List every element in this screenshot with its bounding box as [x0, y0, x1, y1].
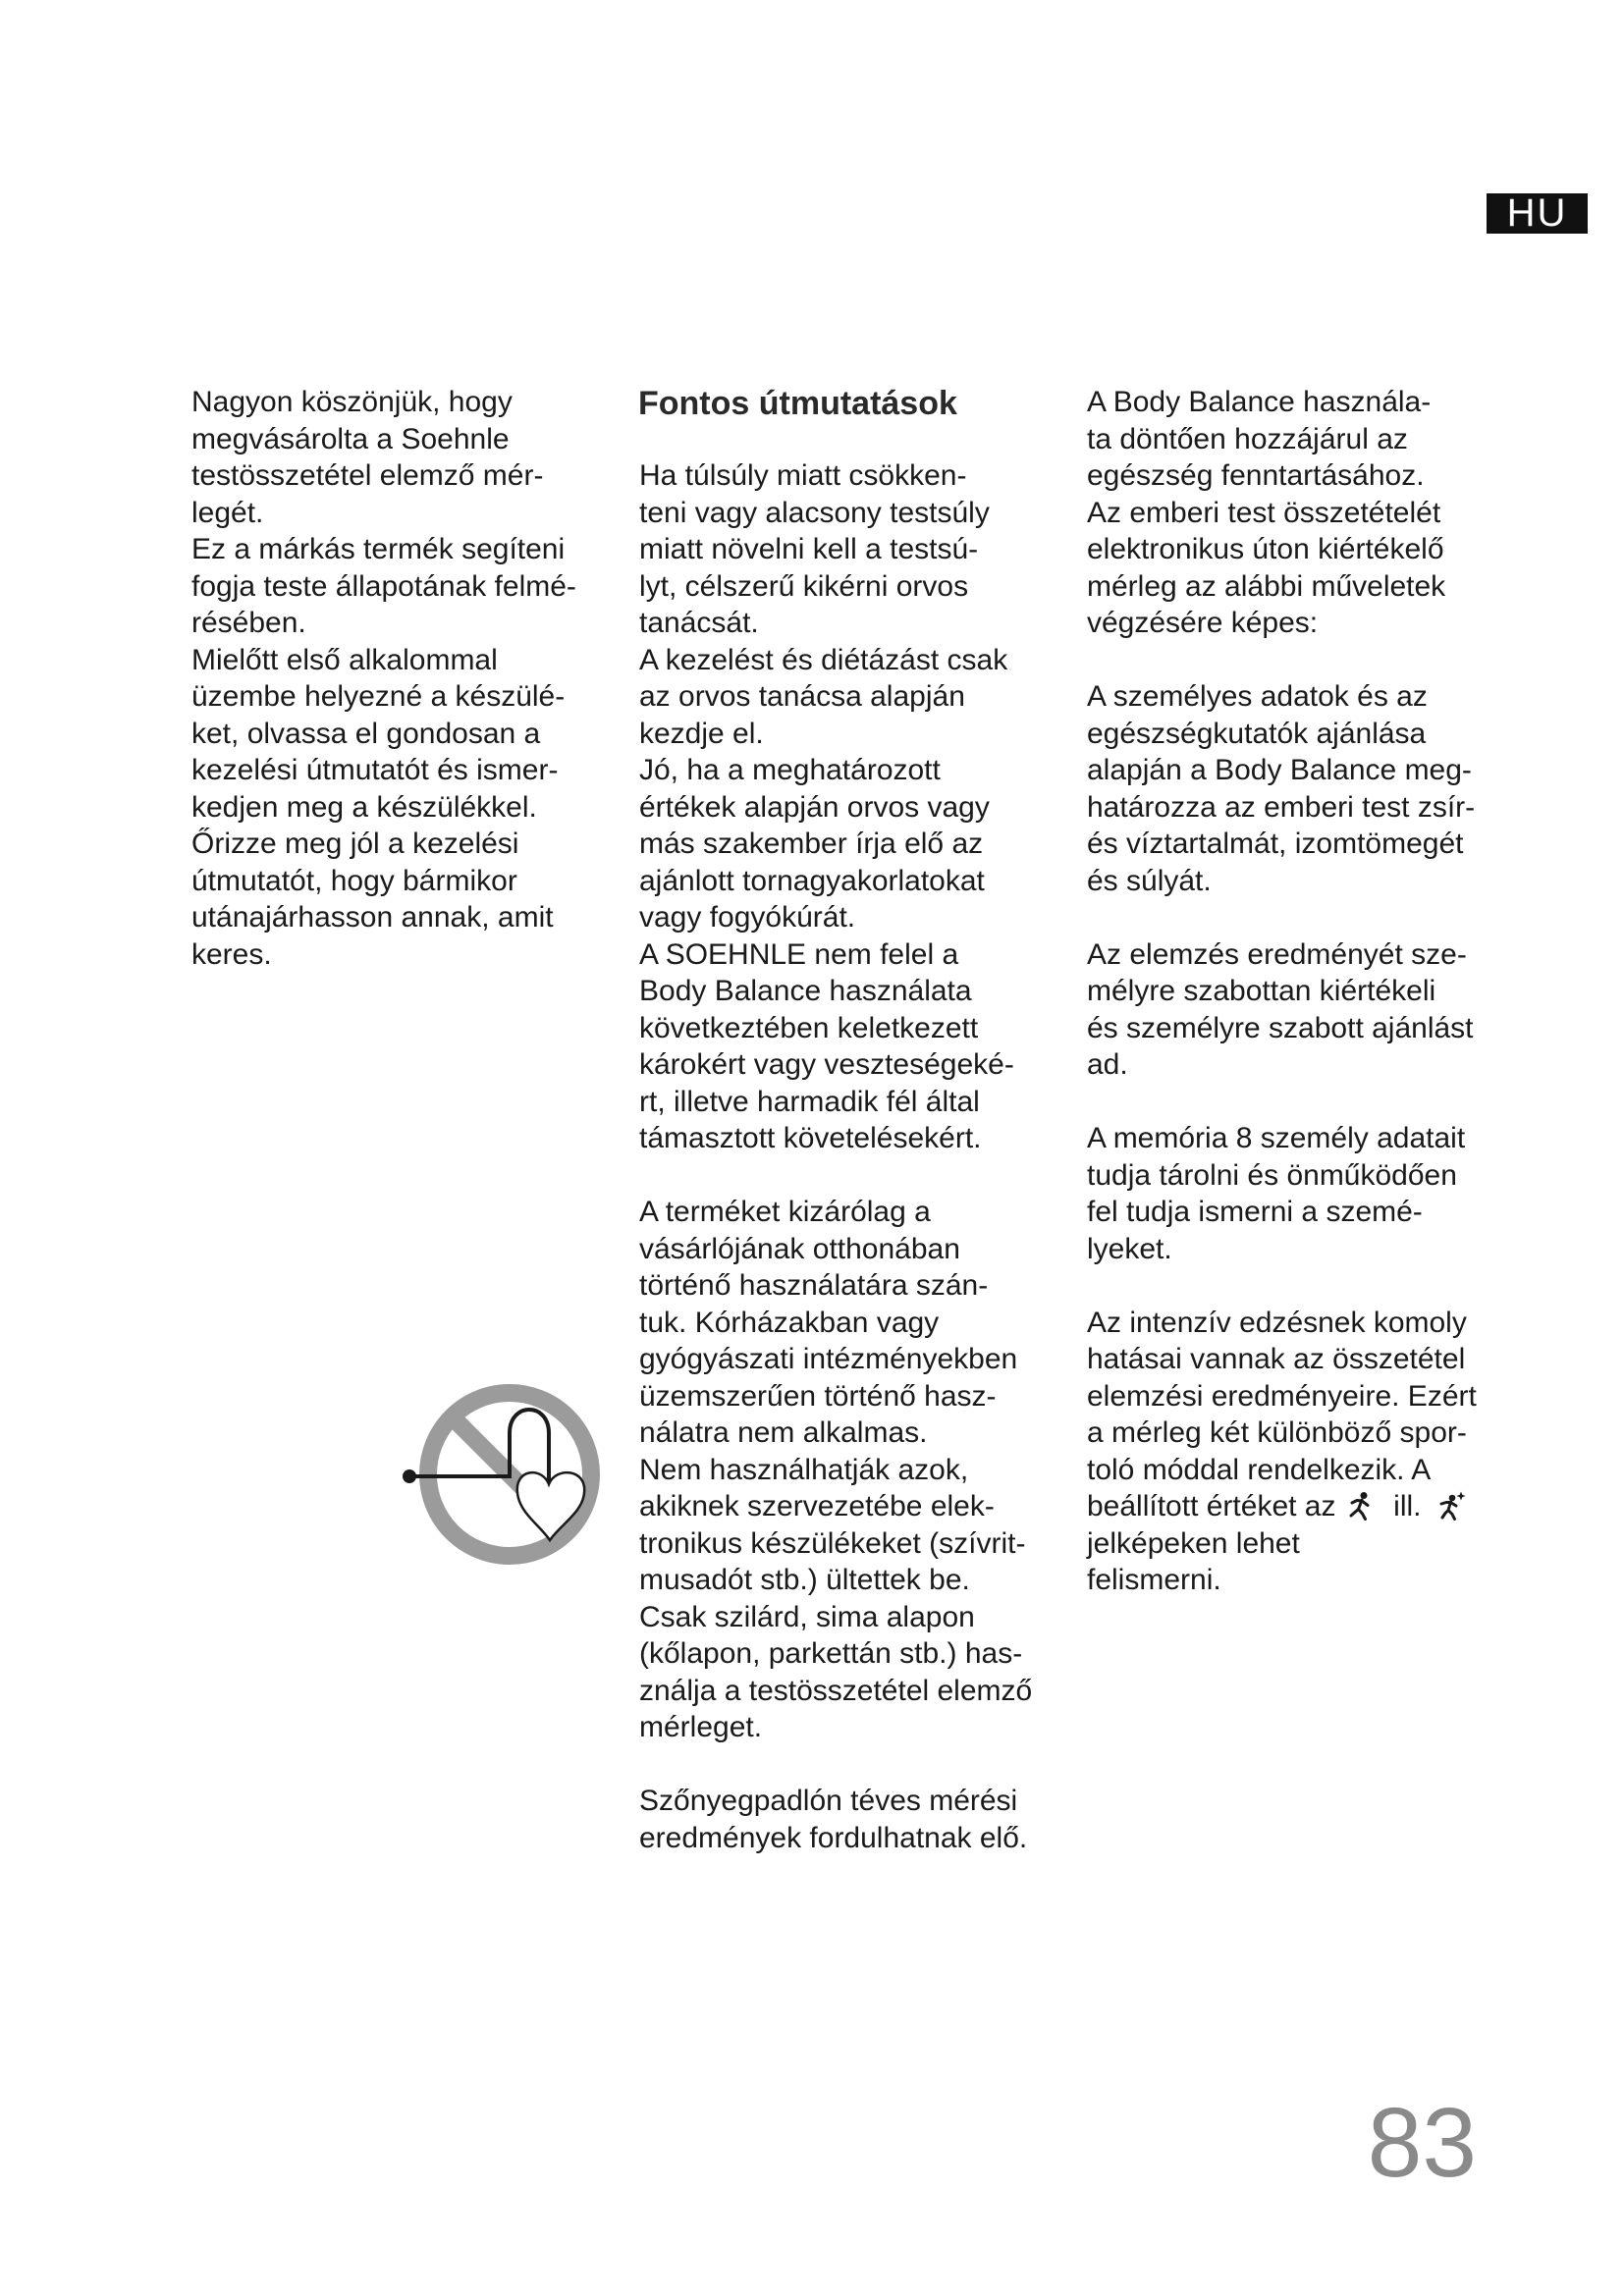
text-line: nálatra nem alkalmas. [639, 1416, 928, 1449]
text-line: tudja tárolni és önműködően [1087, 1158, 1457, 1192]
text-line: támasztott követelésekért. [639, 1122, 982, 1154]
text-line: fel tudja ismerni a szemé- [1087, 1196, 1423, 1228]
text-line: Szőnyegpadlón téves mérési [639, 1785, 1018, 1817]
text-line: és víztartalmát, izomtömegét [1087, 828, 1464, 860]
paragraph-memory [1087, 1120, 1509, 1267]
text-line: ta döntően hozzájárul az [1087, 422, 1408, 455]
text-line: az orvos tanácsa alapján [639, 680, 965, 713]
text-line: rt, illetve harmadik fél által [639, 1085, 980, 1118]
text-line: Az intenzív edzésnek komoly [1087, 1306, 1467, 1339]
text-line: A kezelést és diétázást csak [639, 643, 1008, 676]
text-line: és súlyát. [1087, 864, 1212, 897]
text-line: üzembe helyezné a készülé- [191, 680, 566, 713]
text-line: vásárlójának otthonában [639, 1232, 960, 1265]
lead-end-dot [403, 1469, 416, 1483]
text-line: utánajárhasson annak, amit [191, 901, 554, 934]
text-line: következtében keletkezett [639, 1011, 979, 1044]
text-line: miatt növelni kell a testsú- [639, 533, 979, 565]
text-line: A memória 8 személy adatait [1087, 1122, 1466, 1154]
text-line: Őrizze meg jól a kezelési [191, 828, 519, 860]
text-line: Body Balance használata [639, 975, 972, 1007]
text-line: keres. [191, 937, 272, 971]
paragraph-intro [191, 384, 614, 973]
text-line: (kőlapon, parkettán stb.) has- [639, 1637, 1023, 1670]
text-line: Csak szilárd, sima alapon [639, 1600, 975, 1633]
text-line: A terméket kizárólag a [639, 1196, 931, 1228]
text-line: egészség fenntartásához. [1087, 459, 1425, 492]
athlete-mode-icon [1437, 1491, 1467, 1521]
text-line: a mérleg két különböző spor- [1087, 1416, 1467, 1449]
text-line: Az emberi test összetételét [1087, 496, 1441, 529]
text-line: ajánlott tornagyakorlatokat [639, 864, 985, 897]
text-line: Nagyon köszönjük, hogy [191, 386, 513, 418]
text-line: eredmények fordulhatnak elő. [639, 1821, 1028, 1854]
text-line: kedjen meg a készülékkel. [191, 790, 537, 824]
text-line: értékek alapján orvos vagy [639, 790, 990, 824]
text-line: lyt, célszerű kikérni orvos [639, 569, 969, 603]
text-line: tronikus készülékeket (szívrit- [639, 1526, 1026, 1560]
text-line: kezdje el. [639, 717, 764, 750]
text-line: és személyre szabott ajánlást [1087, 1011, 1474, 1044]
text-line: alapján a Body Balance meg- [1087, 754, 1472, 786]
paragraph-carpet-warning [639, 1783, 1061, 1856]
text-line: végzésére képes: [1087, 607, 1319, 639]
mode-line-text: beállított értéket az [1087, 1490, 1336, 1522]
text-line: A személyes adatok és az [1087, 680, 1428, 713]
text-line: más szakember írja elő az [639, 828, 984, 860]
mode-icons-line [1087, 1488, 1509, 1525]
text-line: tuk. Kórházakban vagy [639, 1306, 940, 1339]
paragraph-body-balance [1087, 384, 1509, 642]
text-line: ználja a testösszetétel elemző [639, 1674, 1033, 1707]
text-line: megvásárolta a Soehnle [191, 422, 510, 455]
text-line: egészségkutatók ajánlása [1087, 717, 1427, 750]
text-line: tanácsát. [639, 607, 759, 639]
text-line: gyógyászati intézményekben [639, 1343, 1018, 1375]
mode-line-connector: ill. [1393, 1490, 1422, 1522]
page-number: 83 [1367, 2088, 1477, 2198]
text-line: mélyre szabottan kiértékeli [1087, 975, 1436, 1007]
paragraph-medical-advice [639, 457, 1061, 1157]
text-line: résében. [191, 607, 306, 639]
text-line: Az elemzés eredményét sze- [1087, 937, 1467, 971]
text-line: mérleg az alábbi műveletek [1087, 569, 1446, 603]
language-badge: HU [1487, 193, 1588, 234]
column-right [1087, 384, 1509, 1635]
column-middle [639, 457, 1061, 1894]
paragraph-evaluation [1087, 936, 1509, 1084]
no-pacemaker-icon [393, 1374, 609, 1571]
text-line: határozza az emberi test zsír- [1087, 790, 1476, 824]
text-line: ad. [1087, 1048, 1128, 1081]
text-line: akiknek szervezetébe elek- [639, 1490, 995, 1522]
text-line: teni vagy alacsony testsúly [639, 496, 990, 529]
text-line: legét. [191, 496, 264, 529]
text-line: hatásai vannak az összetétel [1087, 1343, 1466, 1375]
text-line: Nem használhatják azok, [639, 1453, 969, 1486]
text-line: ket, olvassa el gondosan a [191, 717, 541, 750]
text-line: vagy fogyókúrát. [639, 901, 856, 934]
text-line: kezelési útmutatót és ismer- [191, 754, 559, 786]
fitness-mode-icon [1347, 1491, 1375, 1521]
text-line: lyeket. [1087, 1232, 1172, 1265]
text-line: károkért vagy veszteségeké- [639, 1048, 1014, 1081]
text-line: toló móddal rendelkezik. A [1087, 1453, 1432, 1486]
text-line: Jó, ha a meghatározott [639, 754, 941, 786]
text-line: felismerni. [1087, 1564, 1221, 1596]
text-line: mérleget. [639, 1711, 763, 1743]
text-line: útmutatót, hogy bármikor [191, 864, 517, 897]
text-line: üzemszerűen történő hasz- [639, 1379, 997, 1413]
text-line: A SOEHNLE nem felel a [639, 937, 959, 971]
paragraph-sport-modes [1087, 1305, 1509, 1599]
text-line: elektronikus úton kiértékelő [1087, 533, 1444, 565]
text-line: A Body Balance használa- [1087, 386, 1432, 418]
paragraph-measurements [1087, 678, 1509, 899]
text-line: Ez a márkás termék segíteni [191, 533, 566, 565]
section-heading: Fontos útmutatások [638, 385, 957, 422]
text-line: Mielőtt első alkalommal [191, 643, 498, 676]
text-line: musadót stb.) ültettek be. [639, 1564, 970, 1596]
text-line: elemzési eredményeire. Ezért [1087, 1379, 1477, 1413]
paragraph-home-use [639, 1194, 1061, 1746]
column-left [191, 384, 614, 1010]
text-line: fogja teste állapotának felmé- [191, 569, 576, 603]
text-line: jelképeken lehet [1087, 1526, 1300, 1560]
text-line: Ha túlsúly miatt csökken- [639, 459, 967, 492]
text-line: történő használatára szán- [639, 1269, 989, 1302]
text-line: testösszetétel elemző mér- [191, 459, 544, 492]
